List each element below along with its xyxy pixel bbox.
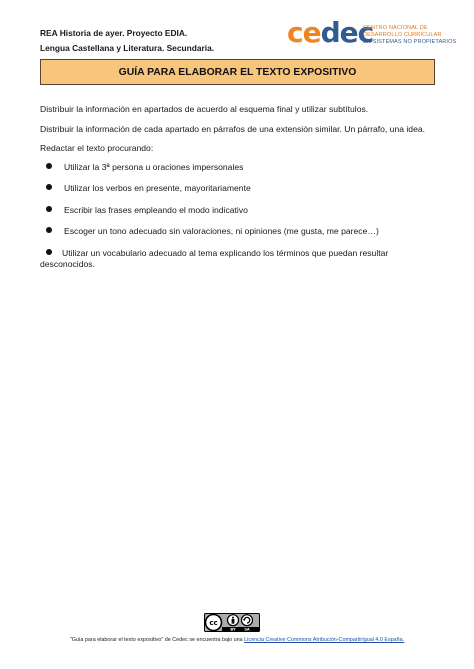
license-footer [0,637,474,643]
header-line-subject: Lengua Castellana y Literatura. Secundaria. [40,43,215,53]
bullet-text: Utilizar un vocabulario adecuado al tema explicando los términos que puedan resultar desconocidos. [40,247,389,269]
guideline-list [40,162,440,271]
logo-tag-line3: EN SISTEMAS NO PROPIETARIOS [363,39,457,46]
list-item [40,162,440,174]
page-title: GUÍA PARA ELABORAR EL TEXTO EXPOSITIVO [118,66,357,78]
list-item [40,205,440,217]
cedec-logo-tagline [363,25,456,47]
cedec-logo-wordmark [287,15,373,51]
bullet-icon [46,249,52,255]
logo-word-part2: dec [320,16,374,49]
logo-tag-line1: CENTRO NACIONAL DE [363,25,428,31]
list-item [40,226,440,238]
cc-by-sa-icon[interactable] [204,613,260,632]
bullet-icon [46,184,52,190]
license-link[interactable]: Licencia Creative Commons Atribución-CompartirIgual 4.0 España. [244,637,405,643]
cedec-logo [287,16,457,52]
bullet-icon [46,163,52,169]
document-header [40,26,214,56]
bullet-icon [46,206,52,212]
list-item [40,183,440,195]
paragraph-redact-intro: Redactar el texto procurando: [40,143,154,153]
logo-word-part1: ce [287,16,321,49]
paragraph-distribute-paragraphs: Distribuir la información de cada apartado en párrafos de una extensión similar. Un párrafo, una idea. [40,123,426,134]
bullet-icon [46,227,52,233]
by-label: BY [230,627,236,632]
document-body [40,103,440,277]
sa-label: SA [244,627,250,632]
bullet-text: Utilizar la 3ª persona u oraciones impersonales [64,161,244,172]
paragraph-distribute-sections: Distribuir la información en apartados de acuerdo al esquema final y utilizar subtítulos. [40,104,369,114]
cc-glyph: cc [209,619,218,627]
footer-text: "Guía para elaborar el texto expositivo" de Cedec se encuentra bajo una [69,637,245,643]
bullet-text: Escoger un tono adecuado sin valoraciones, ni opiniones (me gusta, me parece…) [64,226,379,236]
bullet-text: Utilizar los verbos en presente, mayoritariamente [64,183,251,193]
logo-tag-line2: DESARROLLO CURRICULAR [363,32,442,39]
title-banner [40,59,435,85]
bullet-text: Escribir las frases empleando el modo indicativo [64,204,248,215]
list-item [40,248,440,271]
header-line-project: REA Historia de ayer. Proyecto EDIA. [40,28,188,38]
